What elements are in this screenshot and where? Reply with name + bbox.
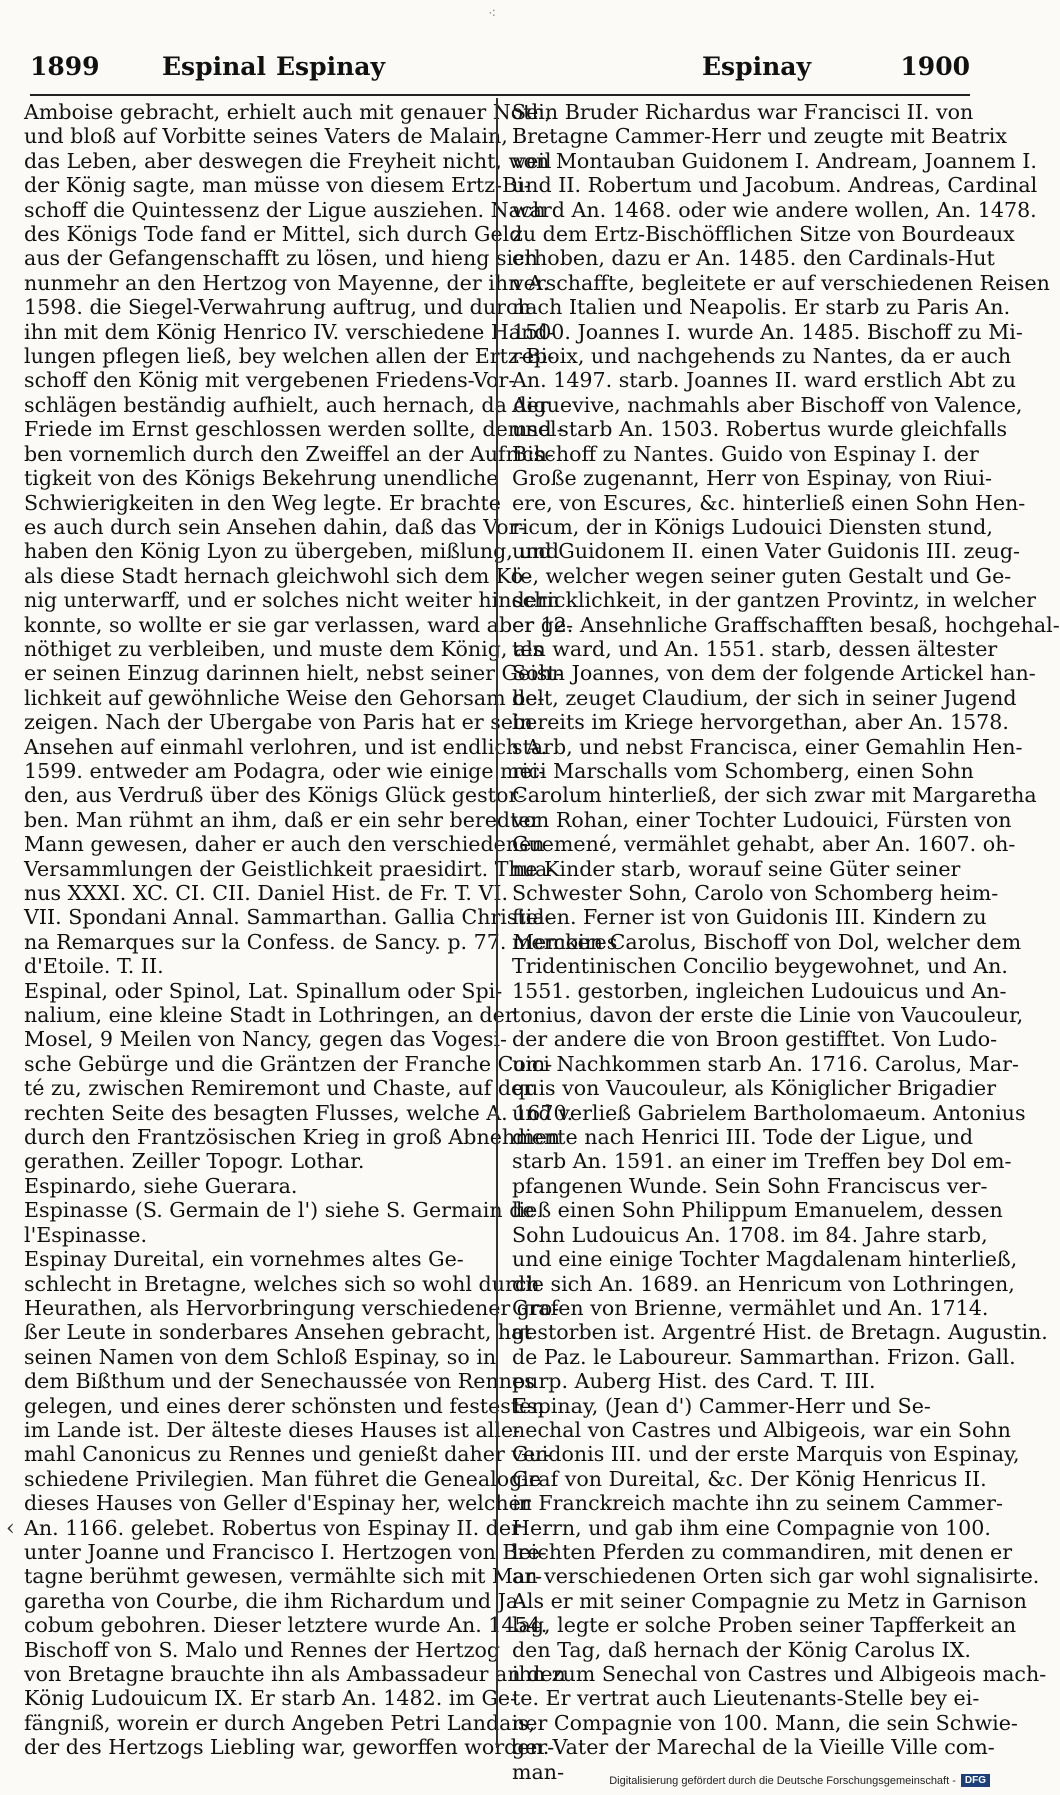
text-line: gelegen, und eines derer schönsten und festesten <box>24 1393 545 1418</box>
text-line: mercken Carolus, Bischoff von Dol, welcher dem <box>512 929 1022 954</box>
text-line: purp. Auberg Hist. des Card. T. III. <box>512 1369 876 1394</box>
text-line: erhoben, dazu er An. 1485. den Cardinals-Hut <box>512 246 995 271</box>
text-line: lag, legte er solche Proben seiner Tapfferkeit an <box>512 1613 1017 1638</box>
header-keyword-left-2: Espinay <box>276 52 386 81</box>
text-line: man- <box>512 1759 565 1784</box>
dfg-logo: DFG <box>961 1774 990 1787</box>
text-line: tigkeit von des Königs Bekehrung unendliche <box>24 466 499 491</box>
text-line: der andere die von Broon gestifftet. Von Ludo- <box>512 1027 998 1052</box>
running-header <box>30 52 970 86</box>
text-line: na Remarques sur la Confess. de Sancy. p. 77. Memoires <box>24 929 618 954</box>
text-line: haben den König Lyon zu übergeben, mißlung, und <box>24 539 560 564</box>
text-line: delt, zeuget Claudium, der sich in seiner Jugend <box>512 685 1017 710</box>
text-line: rici Marschalls vom Schomberg, einen Sohn <box>512 758 974 783</box>
text-line: von Rohan, einer Tochter Ludouici, Fürsten von <box>512 807 1012 832</box>
text-line: Bischoff zu Nantes. Guido von Espinay I. der <box>512 441 979 466</box>
text-line: schoff die Quintessenz der Ligue ausziehen. Nach <box>24 197 546 222</box>
text-line: mahl Canonicus zu Rennes und genießt daher ver- <box>24 1442 553 1467</box>
text-line: Sohn Ludouicus An. 1708. im 84. Jahre starb, <box>512 1222 988 1247</box>
text-line: unter Joanne und Francisco I. Hertzogen von Bre- <box>24 1539 547 1564</box>
text-line: diente nach Henrici III. Tode der Ligue, und <box>512 1125 974 1150</box>
text-line: repoix, und nachgehends zu Nantes, da er auch <box>512 344 1012 369</box>
text-line: ihn mit dem König Henrico IV. verschiedene Hand- <box>24 319 555 344</box>
text-line: Schwester Sohn, Carolo von Schomberg heim- <box>512 881 999 905</box>
text-line: schiedene Privilegien. Man führet die Genealogie <box>24 1466 542 1491</box>
text-line: Heurathen, als Hervorbringung verschiedener gro- <box>24 1295 560 1320</box>
text-line: quis von Vaucouleur, als Königlicher Brigadier <box>512 1076 997 1101</box>
text-line: ner Compagnie von 100. Mann, die sein Schwie- <box>512 1710 1018 1735</box>
text-line: ere, von Escures, &c. hinterließ einen Sohn Hen- <box>512 490 1026 515</box>
text-line: An. 1497. starb. Joannes II. ward erstlich Abt zu <box>512 368 1016 393</box>
text-line: seinen Namen von dem Schloß Espinay, so in <box>24 1344 497 1369</box>
text-line: und eine einige Tochter Magdalenam hinterließ, <box>512 1247 1018 1272</box>
text-line: nig unterwarff, und er solches nicht weiter hindern <box>24 588 560 613</box>
text-line: dem Bißthum und der Senechaussée von Rennes <box>24 1369 535 1394</box>
text-line: te, welcher wegen seiner guten Gestalt und Ge- <box>512 563 1012 588</box>
text-line: de Paz. le Laboureur. Sammarthan. Frizon. Gall. <box>512 1344 1016 1369</box>
text-line: ben vornemlich durch den Zweiffel an der Aufrich- <box>24 441 554 466</box>
text-line: nus XXXI. XC. CI. CII. Daniel Hist. de Fr. T. VI. <box>24 881 509 905</box>
text-line: sche Gebürge und die Gräntzen der Franche Com- <box>24 1051 553 1076</box>
text-line: Espinardo, siehe Guerara. <box>24 1173 298 1198</box>
text-line: Friede im Ernst geschlossen werden sollte, demsel- <box>24 417 564 442</box>
text-line: Espinay Dureital, ein vornehmes altes Ge- <box>24 1247 464 1272</box>
text-line: Versammlungen der Geistlichkeit praesidirt. Thua- <box>24 856 555 881</box>
text-line: Als er mit seiner Compagnie zu Metz in Garnison <box>512 1588 1027 1613</box>
header-rule <box>30 94 970 96</box>
column-divider <box>496 98 498 1748</box>
text-line: schlecht in Bretagne, welches sich so wohl durch <box>24 1271 540 1296</box>
text-line: Herrn, und gab ihm eine Compagnie von 100. <box>512 1515 991 1540</box>
text-line: lungen pflegen ließ, bey welchen allen der Ertz-Bi- <box>24 344 555 369</box>
text-line: fängniß, worein er durch Angeben Petri Landais, <box>24 1710 536 1735</box>
text-line: ihn zum Senechal von Castres und Albigeois mach- <box>512 1662 1047 1686</box>
left-column <box>24 100 618 1760</box>
text-line: fielen. Ferner ist von Guidonis III. Kindern zu <box>512 905 987 930</box>
text-line: den, aus Verdruß über des Königs Glück gestor- <box>24 783 526 808</box>
text-line: den Tag, daß hernach der König Carolus IX. <box>512 1637 971 1662</box>
text-line: schoff den König mit vergebenen Friedens-Vor- <box>24 368 516 393</box>
text-line: té zu, zwischen Remiremont und Chaste, auf der <box>24 1076 534 1101</box>
text-line: von Montauban Guidonem I. Andream, Joannem I. <box>512 148 1037 173</box>
text-line: Amboise gebracht, erhielt auch mit genauer Noth, <box>24 100 552 124</box>
text-line: l'Espinasse. <box>24 1222 148 1247</box>
text-line: durch den Frantzösischen Krieg in groß Abnehmen <box>24 1125 561 1150</box>
footer <box>609 1774 990 1787</box>
text-line: Graf von Dureital, &c. Der König Henricus II. <box>512 1466 987 1491</box>
text-line: Espinasse (S. Germain de l') siehe S. Germain de <box>24 1198 535 1223</box>
text-line: aus der Gefangenschafft zu lösen, und hieng sich <box>24 246 538 271</box>
text-line: von Bretagne brauchte ihn als Ambassadeur an den <box>24 1662 566 1686</box>
text-line: Espinal, oder Spinol, Lat. Spinallum oder Spi- <box>24 978 503 1003</box>
text-line: uici Nachkommen starb An. 1716. Carolus, Mar- <box>512 1051 1019 1076</box>
text-line: das Leben, aber deswegen die Freyheit nicht, weil <box>24 148 552 173</box>
text-line: nechal von Castres und Albigeois, war ein Sohn <box>512 1417 1011 1442</box>
text-line: ne Kinder starb, worauf seine Güter seiner <box>512 856 961 881</box>
page-number-right: 1900 <box>900 52 970 81</box>
text-line: konnte, so wollte er sie gar verlassen, ward aber ge- <box>24 612 574 637</box>
text-line: 1598. die Siegel-Verwahrung auftrug, und durch <box>24 295 531 320</box>
text-line: Bretagne Cammer-Herr und zeugte mit Beatrix <box>512 124 1007 149</box>
text-line: Sein Bruder Richardus war Francisci II. von <box>512 100 974 124</box>
text-line: verschaffte, begleitete er auf verschiedenen Reisen <box>512 270 1050 295</box>
text-line: des Königs Tode fand er Mittel, sich durch Geld <box>24 222 523 247</box>
text-line: ben. Man rühmt an ihm, daß er ein sehr beredter <box>24 807 541 832</box>
text-line: te. Er vertrat auch Lieutenants-Stelle bey ei- <box>512 1686 980 1711</box>
text-line: An. 1166. gelebet. Robertus von Espinay II. der <box>24 1515 521 1540</box>
text-line: garetha von Courbe, die ihm Richardum und Ja- <box>24 1588 526 1613</box>
text-line: und starb An. 1503. Robertus wurde gleichfalls <box>512 417 1008 442</box>
text-line: Schwierigkeiten in den Weg legte. Er brachte <box>24 490 501 515</box>
margin-mark: ‹ <box>6 1516 15 1541</box>
text-line: gerathen. Zeiller Topogr. Lothar. <box>24 1149 365 1174</box>
text-line: Grafen von Brienne, vermählet und An. 1714. <box>512 1295 989 1320</box>
text-line: es auch durch sein Ansehen dahin, daß das Vor- <box>24 514 526 539</box>
text-line: nach Italien und Neapolis. Er starb zu Paris An. <box>512 295 1011 320</box>
text-line: im Lande ist. Der älteste dieses Hauses ist alle- <box>24 1417 521 1442</box>
text-line: und II. Robertum und Jacobum. Andreas, Cardinal <box>512 173 1038 198</box>
text-line: starb An. 1591. an einer im Treffen bey Dol em- <box>512 1149 1012 1174</box>
text-line: zu dem Ertz-Bischöfflichen Sitze von Bourdeaux <box>512 222 1015 247</box>
text-line: dieses Hauses von Geller d'Espinay her, welcher <box>24 1491 531 1516</box>
text-line: schicklichkeit, in der gantzen Provintz, in welcher <box>512 588 1036 613</box>
text-line: Sohn Joannes, von dem der folgende Artickel han- <box>512 661 1036 686</box>
text-line: nöthiget zu verbleiben, und muste dem König, als <box>24 636 544 661</box>
text-line: nunmehr an den Hertzog von Mayenne, der ihn A. <box>24 270 550 295</box>
text-line: ten ward, und An. 1551. starb, dessen ältester <box>512 636 998 661</box>
text-line: 1551. gestorben, ingleichen Ludouicus und An- <box>512 978 1007 1003</box>
text-line: Große zugenannt, Herr von Espinay, von Riui- <box>512 466 992 491</box>
text-line: Tridentinischen Concilio beygewohnet, und An. <box>512 954 1008 979</box>
text-line: Carolum hinterließ, der sich zwar mit Margaretha <box>512 783 1037 808</box>
text-line: Mann gewesen, daher er auch den verschiedenen <box>24 832 545 857</box>
text-line: an verschiedenen Orten sich gar wohl signalisirte. <box>512 1564 1040 1589</box>
top-mark: ⁖ <box>488 6 497 22</box>
text-line: Espinay, (Jean d') Cammer-Herr und Se- <box>512 1393 931 1418</box>
text-line: schlägen beständig aufhielt, auch hernach, da der <box>24 392 549 417</box>
text-line: d'Etoile. T. II. <box>24 954 164 979</box>
text-line: der des Hertzogs Liebling war, geworffen worden. <box>24 1735 550 1760</box>
header-keyword-left-1: Espinal <box>162 52 266 81</box>
header-keyword-right: Espinay <box>702 52 812 81</box>
page-number-left: 1899 <box>30 52 100 81</box>
text-line: Bischoff von S. Malo und Rennes der Hertzog <box>24 1637 501 1662</box>
text-line: Aiguevive, nachmahls aber Bischoff von Valence, <box>512 392 1023 417</box>
text-line: lichkeit auf gewöhnliche Weise den Gehorsam be- <box>24 685 545 710</box>
text-line: Guidonis III. und der erste Marquis von Espinay, <box>512 1442 1020 1467</box>
text-line: pfangenen Wunde. Sein Sohn Franciscus ver- <box>512 1173 988 1198</box>
text-line: die sich An. 1689. an Henricum von Lothringen, <box>512 1271 1015 1296</box>
text-line: ließ einen Sohn Philippum Emanuelem, dessen <box>512 1198 1003 1223</box>
text-line: Ansehen auf einmahl verlohren, und ist endlich A. <box>24 734 548 759</box>
text-line: tonius, davon der erste die Linie von Vaucouleur, <box>512 1003 1024 1028</box>
text-line: und verließ Gabrielem Bartholomaeum. Antonius <box>512 1100 1026 1125</box>
text-line: cobum gebohren. Dieser letztere wurde An. 1454. <box>24 1613 548 1638</box>
text-line: bereits im Kriege hervorgethan, aber An. 1578. <box>512 710 1009 735</box>
text-line: er 12. Ansehnliche Graffschafften besaß, hochgehal- <box>512 612 1060 637</box>
text-line: in Franckreich machte ihn zu seinem Cammer- <box>512 1491 1003 1516</box>
text-line: ward An. 1468. oder wie andere wollen, An. 1478. <box>512 197 1037 222</box>
text-line: der König sagte, man müsse von diesem Ertz-Bi- <box>24 173 531 198</box>
text-line: Mosel, 9 Meilen von Nancy, gegen das Vogesi- <box>24 1027 507 1052</box>
text-line: gestorben ist. Argentré Hist. de Bretagn. Augustin. <box>512 1320 1048 1345</box>
footer-credit: Digitalisierung gefördert durch die Deutsche Forschungsgemeinschaft - <box>609 1774 956 1787</box>
text-line: nalium, eine kleine Stadt in Lothringen, an der <box>24 1003 515 1028</box>
text-line: ßer Leute in sonderbares Ansehen gebracht, hat <box>24 1320 532 1345</box>
text-line: leichten Pferden zu commandiren, mit denen er <box>512 1539 1013 1564</box>
text-line: Guemené, vermählet gehabt, aber An. 1607. oh- <box>512 832 1016 857</box>
text-line: ricum, der in Königs Ludouici Diensten stund, <box>512 514 993 539</box>
text-line: 1599. entweder am Podagra, oder wie einige mei- <box>24 758 546 783</box>
text-line: VII. Spondani Annal. Sammarthan. Gallia Christia- <box>24 905 552 930</box>
text-line: rechten Seite des besagten Flusses, welche A. 1670. <box>24 1100 574 1125</box>
text-line: starb, und nebst Francisca, einer Gemahlin Hen- <box>512 734 1023 759</box>
text-line: König Ludouicum IX. Er starb An. 1482. im Ge- <box>24 1686 518 1711</box>
text-line: 1500. Joannes I. wurde An. 1485. Bischoff zu Mi- <box>512 319 1023 344</box>
text-line: und Guidonem II. einen Vater Guidonis III. zeug- <box>512 539 1020 564</box>
text-line: zeigen. Nach der Ubergabe von Paris hat er sein <box>24 710 533 735</box>
text-line: er seinen Einzug darinnen hielt, nebst seiner Geist- <box>24 661 563 686</box>
text-line: und bloß auf Vorbitte seines Vaters de Malain, <box>24 124 508 149</box>
text-line: als diese Stadt hernach gleichwohl sich dem Kö- <box>24 563 530 588</box>
text-line: ger-Vater der Marechal de la Vieille Ville com- <box>512 1735 995 1760</box>
text-line: tagne berühmt gewesen, vermählte sich mit Mar- <box>24 1564 543 1589</box>
